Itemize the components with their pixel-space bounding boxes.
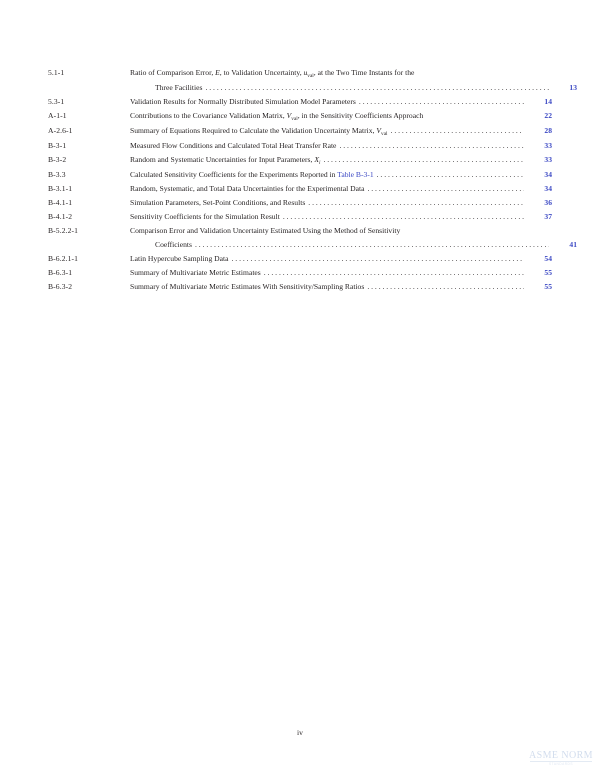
entry-number: B-3-1 [48,141,67,150]
entry-title-text: Random, Systematic, and Total Data Uncertainties for the Experimental Data [130,184,365,193]
entry-number: A-2.6-1 [48,126,73,135]
entry-title-text: Three Facilities [155,83,203,92]
entry-title-line [130,124,552,139]
dot-leader [231,252,524,266]
entry-title-text: Latin Hypercube Sampling Data [130,254,229,263]
entry-number: B-5.2.2-1 [48,226,79,235]
entry-number: A-1-1 [48,111,67,120]
entry-title-line [130,168,552,182]
entry-title-line [130,153,552,168]
dot-leader [339,139,524,153]
entry-title-line [130,196,552,210]
entry-body [130,196,552,210]
entry-body [130,109,552,124]
entry-title-text: Summary of Multivariate Metric Estimates With Sensitivity/Sampling Ratios [130,282,365,291]
dot-leader [367,182,524,196]
entry-page-number[interactable]: 36 [544,198,552,207]
list-of-tables-entry[interactable] [48,196,552,210]
entry-title-line [130,252,552,266]
dot-leader [283,210,524,224]
entry-title-line [130,109,552,124]
entry-title-line [130,280,552,294]
list-of-tables-entry[interactable] [48,139,552,153]
page-number: iv [297,728,303,737]
list-of-tables-entry[interactable] [48,266,552,280]
entry-title-line [130,224,552,238]
list-of-tables-entry[interactable] [48,124,552,139]
list-of-tables-entry[interactable] [48,252,552,266]
dot-leader [367,280,524,294]
dot-leader [391,124,524,138]
entry-title-text: Ratio of Comparison Error, E, to Validation Uncertainty, $u_{val}$, at the Two Time Instants for the [130,68,415,79]
entry-title-line [130,95,552,109]
page-folio [0,728,600,737]
watermark-subtitle: STANDARDS [549,762,573,766]
entry-body [130,168,552,182]
entry-number: B-4.1-2 [48,212,73,221]
entry-number: B-6.3-1 [48,268,73,277]
entry-page-number[interactable]: 41 [569,240,577,249]
entry-title-text: Contributions to the Covariance Validation Matrix, $V_{val}$, in the Sensitivity Coefficients Approach [130,111,424,122]
entry-title-line [130,139,552,153]
entry-title-continuation [130,238,577,252]
entry-title-text: Sensitivity Coefficients for the Simulation Result [130,212,280,221]
entry-title-text: Coefficients [155,240,192,249]
entry-page-number[interactable]: 33 [544,155,552,164]
entry-body [130,266,552,280]
entry-page-number[interactable]: 33 [544,141,552,150]
entry-body [130,182,552,196]
entry-page-number[interactable]: 55 [544,268,552,277]
watermark-title: ASME NORM [529,750,593,761]
entry-number: B-3-2 [48,155,67,164]
entry-title-text: Calculated Sensitivity Coefficients for the Experiments Reported in Table B-3-1 [130,170,374,179]
entry-body [130,280,552,294]
entry-title-text: Summary of Equations Required to Calculate the Validation Uncertainty Matrix, $V_{val}$ [130,126,388,137]
entry-title-line [130,182,552,196]
entry-page-number[interactable]: 28 [544,126,552,135]
entry-page-number[interactable]: 14 [544,97,552,106]
entry-page-number[interactable]: 13 [569,83,577,92]
entry-body [130,66,577,95]
entry-page-number[interactable]: 22 [544,111,552,120]
entry-title-text: Measured Flow Conditions and Calculated Total Heat Transfer Rate [130,141,337,150]
entry-title-text: Comparison Error and Validation Uncertainty Estimated Using the Method of Sensitivity [130,226,401,235]
entry-body [130,210,552,224]
entry-title-text: Validation Results for Normally Distributed Simulation Model Parameters [130,97,356,106]
entry-number: B-6.3-2 [48,282,73,291]
list-of-tables-entry[interactable] [48,95,552,109]
entry-number: 5.3-1 [48,97,65,106]
list-of-tables-entry[interactable] [48,224,577,252]
list-of-tables-entry[interactable] [48,280,552,294]
entry-page-number[interactable]: 37 [544,212,552,221]
list-of-tables-entry[interactable] [48,66,577,95]
list-of-tables-entry[interactable] [48,210,552,224]
entry-number: B-3.3 [48,170,66,179]
entry-title-continuation [130,81,577,95]
entry-page-number[interactable]: 54 [544,254,552,263]
entry-page-number[interactable]: 34 [544,184,552,193]
entry-page-number[interactable]: 34 [544,170,552,179]
list-of-tables-entry[interactable] [48,153,552,168]
entry-number: B-4.1-1 [48,198,73,207]
list-of-tables-entry[interactable] [48,182,552,196]
dot-leader [195,238,549,252]
entry-body [130,124,552,139]
list-of-tables-entry[interactable] [48,109,552,124]
entry-body [130,95,552,109]
entry-title-line [130,210,552,224]
dot-leader [323,153,524,167]
entry-body [130,224,577,252]
dot-leader [377,168,524,182]
list-of-tables [48,66,577,294]
asme-norm-watermark [524,750,598,776]
dot-leader [359,95,524,109]
entry-title-line [130,66,552,81]
list-of-tables-entry[interactable] [48,168,552,182]
entry-number: 5.1-1 [48,68,65,77]
entry-page-number[interactable]: 55 [544,282,552,291]
entry-title-line [130,266,552,280]
dot-leader [308,196,524,210]
entry-body [130,252,552,266]
entry-title-text: Random and Systematic Uncertainties for Input Parameters, $X_i$ [130,155,321,166]
entry-number: B-6.2.1-1 [48,254,79,263]
entry-number: B-3.1-1 [48,184,73,193]
dot-leader [205,81,549,95]
dot-leader [264,266,524,280]
entry-body [130,153,552,168]
entry-title-text: Simulation Parameters, Set-Point Conditions, and Results [130,198,306,207]
entry-body [130,139,552,153]
entry-title-text: Summary of Multivariate Metric Estimates [130,268,261,277]
